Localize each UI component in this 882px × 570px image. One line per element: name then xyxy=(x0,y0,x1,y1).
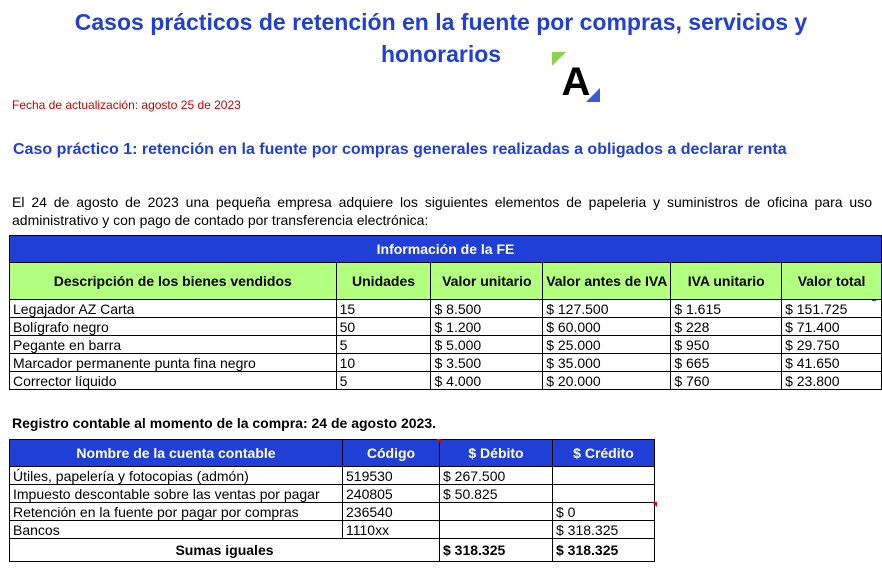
registro-column-header-2: $ Débito xyxy=(440,440,553,467)
table-cell-0: Corrector líquido xyxy=(10,372,337,390)
case-intro: El 24 de agosto de 2023 una pequeña empresa adquiere los siguientes elementos de papeleria y suministros de oficina para uso administrativo y con pago de contado por transferencia electrónica: xyxy=(12,194,872,228)
table-cell-0: Útiles, papelería y fotocopias (admón) xyxy=(10,467,343,485)
table-cell-1: 1110xx xyxy=(343,521,440,539)
table-cell-5: $ 41.650 xyxy=(782,354,882,372)
table-cell-4: $ 228 xyxy=(671,318,782,336)
table-cell-2: $ 267.500 xyxy=(440,467,553,485)
table-cell-4: $ 665 xyxy=(671,354,782,372)
registro-table xyxy=(9,439,655,562)
table-row xyxy=(10,503,655,521)
table-cell-5: $ 29.750 xyxy=(782,336,882,354)
table-cell-2: $ 1.200 xyxy=(431,318,543,336)
table-cell-2: $ 4.000 xyxy=(431,372,543,390)
table-cell-5: $ 71.400 xyxy=(782,318,882,336)
table-cell-1: 5 xyxy=(336,372,431,390)
table-cell-3: $ 0 xyxy=(553,503,655,521)
table-cell-4: $ 950 xyxy=(671,336,782,354)
table-cell-0: Impuesto descontable sobre las ventas por pagar xyxy=(10,485,343,503)
table-cell-3 xyxy=(553,467,655,485)
table-row xyxy=(10,300,882,318)
table-row xyxy=(10,467,655,485)
fe-column-header-3: Valor antes de IVA xyxy=(543,263,671,300)
registro-column-header-3: $ Crédito xyxy=(553,440,655,467)
table-cell-3: $ 60.000 xyxy=(543,318,671,336)
fe-table-title: Información de la FE xyxy=(10,236,882,263)
registro-column-header-1: Código xyxy=(343,440,440,467)
fe-column-header-0: Descripción de los bienes vendidos xyxy=(10,263,337,300)
table-row xyxy=(10,372,882,390)
table-cell-4: $ 1.615 xyxy=(671,300,782,318)
case-title: Caso práctico 1: retención en la fuente por compras generales realizadas a obligados a declarar renta xyxy=(13,141,787,158)
page-title: Casos prácticos de retención en la fuente por compras, servicios y honorarios xyxy=(74,9,808,67)
table-cell-2 xyxy=(440,521,553,539)
table-cell-1: 240805 xyxy=(343,485,440,503)
table-cell-5: $ 151.725 xyxy=(782,300,882,318)
table-cell-3: $ 318.325 xyxy=(553,521,655,539)
table-cell-0: Bolígrafo negro xyxy=(10,318,337,336)
comment-marker[interactable] xyxy=(436,439,441,444)
table-cell-1: 5 xyxy=(336,336,431,354)
total-debito: $ 318.325 xyxy=(440,539,553,562)
table-cell-2: $ 50.825 xyxy=(440,485,553,503)
table-row xyxy=(10,485,655,503)
table-cell-4: $ 760 xyxy=(671,372,782,390)
table-cell-3 xyxy=(553,485,655,503)
table-cell-1: 10 xyxy=(336,354,431,372)
table-cell-3: $ 25.000 xyxy=(543,336,671,354)
fe-column-header-2: Valor unitario xyxy=(431,263,543,300)
fe-column-header-4: IVA unitario xyxy=(671,263,782,300)
update-date: Fecha de actualización: agosto 25 de 2023 xyxy=(12,98,241,112)
table-cell-3: $ 20.000 xyxy=(543,372,671,390)
table-cell-1: 519530 xyxy=(343,467,440,485)
table-cell-0: Retención en la fuente por pagar por compras xyxy=(10,503,343,521)
table-cell-0: Pegante en barra xyxy=(10,336,337,354)
table-row xyxy=(10,354,882,372)
fe-column-header-1: Unidades xyxy=(336,263,431,300)
total-label: Sumas iguales xyxy=(10,539,440,562)
registro-title: Registro contable al momento de la compra: 24 de agosto 2023. xyxy=(12,415,437,431)
table-cell-2: $ 3.500 xyxy=(431,354,543,372)
table-row xyxy=(10,521,655,539)
fe-column-header-5: Valor total xyxy=(782,263,882,300)
logo-letter: A xyxy=(561,60,591,104)
fe-table xyxy=(9,235,882,390)
table-row xyxy=(10,336,882,354)
table-cell-0: Marcador permanente punta fina negro xyxy=(10,354,337,372)
table-cell-2: $ 5.000 xyxy=(431,336,543,354)
total-credito: $ 318.325 xyxy=(553,539,655,562)
registro-column-header-0: Nombre de la cuenta contable xyxy=(10,440,343,467)
brand-logo xyxy=(552,52,604,104)
table-cell-0: Bancos xyxy=(10,521,343,539)
table-cell-2: $ 8.500 xyxy=(431,300,543,318)
table-row xyxy=(10,318,882,336)
table-cell-5: $ 23.800 xyxy=(782,372,882,390)
table-cell-2 xyxy=(440,503,553,521)
table-cell-3: $ 127.500 xyxy=(543,300,671,318)
table-cell-1: 15 xyxy=(336,300,431,318)
table-cell-3: $ 35.000 xyxy=(543,354,671,372)
table-cell-1: 50 xyxy=(336,318,431,336)
comment-marker[interactable] xyxy=(652,502,657,507)
table-cell-0: Legajador AZ Carta xyxy=(10,300,337,318)
table-cell-1: 236540 xyxy=(343,503,440,521)
